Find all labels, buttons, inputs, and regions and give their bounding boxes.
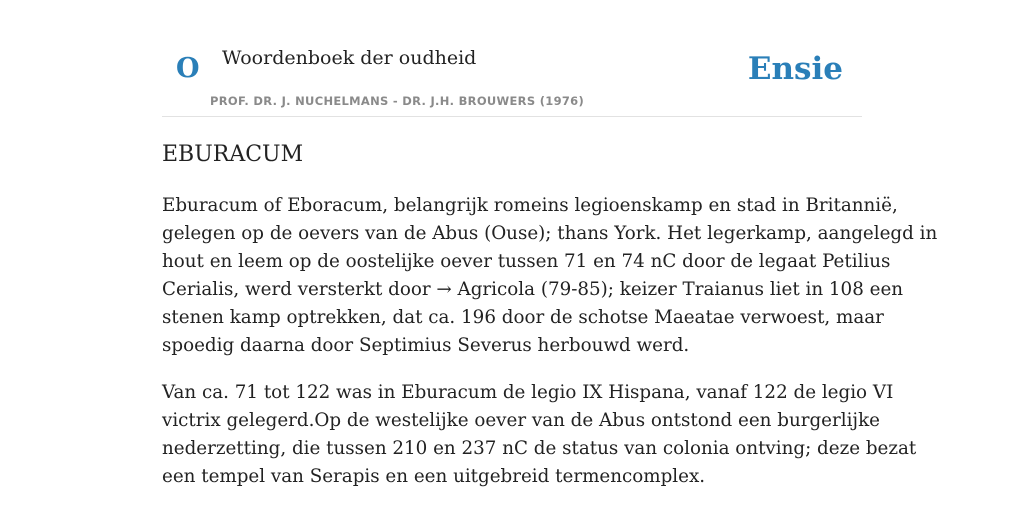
dictionary-title[interactable]: Woordenboek der oudheid [222,47,477,69]
index-letter[interactable]: O [176,53,200,84]
paragraph-line: een tempel van Serapis en een uitgebreid termencomplex. [162,466,706,487]
entry-paragraph-1 [162,192,938,360]
paragraph-line: nederzetting, die tussen 210 en 237 nC de status van colonia ontving; deze bezat [162,438,917,459]
line-text: Cerialis, werd versterkt door [162,279,437,300]
paragraph-line: victrix gelegerd.Op de westelijke oever van de Abus ontstond een burgerlijke [162,410,880,431]
entry-paragraph-2 [162,379,917,491]
paragraph-line: spoedig daarna door Septimius Severus herbouwd werd. [162,335,690,356]
paragraph-line [162,276,904,304]
paragraph-line: Van ca. 71 tot 122 was in Eburacum de legio IX Hispana, vanaf 122 de legio VI [162,382,894,403]
paragraph-line: hout en leem op de oostelijke oever tussen 71 en 74 nC door de legaat Petilius [162,251,891,272]
paragraph-line: stenen kamp optrekken, dat ca. 196 door de schotse Maeatae verwoest, maar [162,307,884,328]
dictionary-header [162,0,862,117]
paragraph-line: Eburacum of Eboracum, belangrijk romeins legioenskamp en stad in Britannië, [162,195,898,216]
entry-title: EBURACUM [162,142,304,167]
agricola-cross-reference-link[interactable]: → Agricola [436,279,536,300]
line-text: (79-85); keizer Traianus liet in 108 een [535,279,904,300]
article-page [162,0,938,512]
ensie-logo-link[interactable]: Ensie [747,51,843,87]
paragraph-line: gelegen op de oevers van de Abus (Ouse); thans York. Het legerkamp, aangelegd in [162,223,938,244]
dictionary-authors: PROF. DR. J. NUCHELMANS - DR. J.H. BROUWERS (1976) [210,94,585,108]
